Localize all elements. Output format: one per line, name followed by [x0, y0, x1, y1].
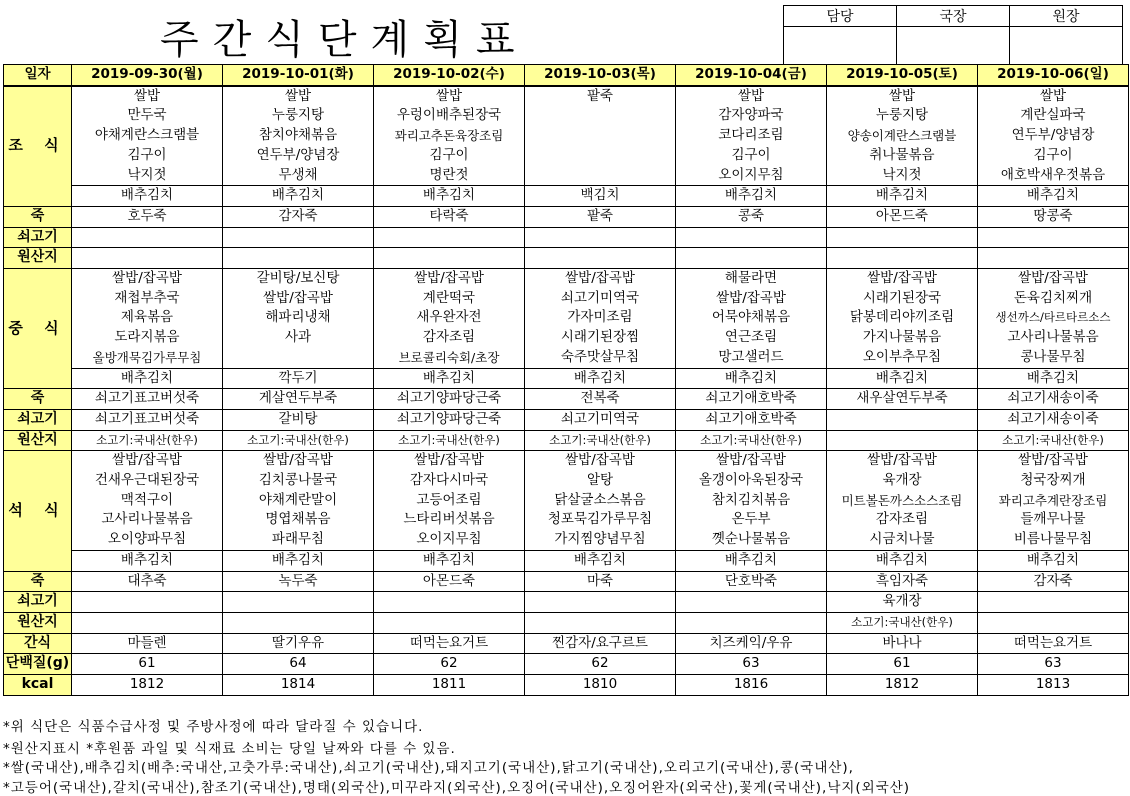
lunch-item: 재첩부추국 — [72, 289, 223, 309]
porridge-item: 녹두죽 — [223, 571, 374, 592]
lunch-item: 계란떡국 — [374, 289, 525, 309]
dinner-item: 육개장 — [827, 471, 978, 491]
beef-origin-cell — [525, 248, 676, 269]
lunch-item: 해파리냉채 — [223, 308, 374, 328]
beef-origin-cell — [223, 592, 374, 613]
dinner-item: 가지찜양념무침 — [525, 530, 676, 550]
dinner-item: 배추김치 — [827, 550, 978, 571]
note-line: *고등어(국내산),갈치(국내산),참조기(국내산),명태(외국산),미꾸라지(외국산),오징어(국내산),오징어완자(외국산),꽃게(국내산),낙지(외국산) — [3, 780, 911, 796]
beef-origin-cell — [978, 612, 1129, 633]
dinner-item: 쌀밥/잡곡밥 — [374, 451, 525, 471]
beef-origin-cell — [374, 248, 525, 269]
breakfast-item: 야채계란스크램블 — [72, 126, 223, 146]
protein-value: 61 — [827, 654, 978, 675]
beef-origin-cell — [978, 248, 1129, 269]
lunch-item: 도라지볶음 — [72, 328, 223, 348]
dinner-item: 오이지무침 — [374, 530, 525, 550]
approval-label-director: 국장 — [897, 6, 1010, 27]
breakfast-item: 취나물볶음 — [827, 146, 978, 166]
breakfast-item: 꽈리고추돈육장조림 — [374, 126, 525, 146]
dinner-item: 들깨무나물 — [978, 510, 1129, 530]
lunch-item: 배추김치 — [374, 368, 525, 389]
lunch-item: 쌀밥/잡곡밥 — [525, 269, 676, 289]
protein-value: 61 — [72, 654, 223, 675]
breakfast-item: 무생채 — [223, 166, 374, 186]
beef-origin-cell — [223, 612, 374, 633]
lunch-item: 돈육김치찌개 — [978, 289, 1129, 309]
porridge-item: 흑임자죽 — [827, 571, 978, 592]
breakfast-item: 누룽지탕 — [827, 106, 978, 126]
beef-origin-cell: 소고기:국내산(한우) — [374, 430, 525, 451]
breakfast-item: 오이지무침 — [676, 166, 827, 186]
breakfast-item: 연두부/양념장 — [978, 126, 1129, 146]
beef-origin-cell — [72, 612, 223, 633]
dinner-item: 명엽채볶음 — [223, 510, 374, 530]
beef-origin-cell: 갈비탕 — [223, 409, 374, 430]
beef-origin-cell: 쇠고기양파당근죽 — [374, 409, 525, 430]
protein-value: 62 — [525, 654, 676, 675]
approval-label-head: 원장 — [1010, 6, 1123, 27]
lunch-item: 쌀밥/잡곡밥 — [223, 289, 374, 309]
lunch-item: 시래기된장국 — [827, 289, 978, 309]
lunch-item: 올방개묵김가루무침 — [72, 348, 223, 368]
beef-origin-cell: 쇠고기새송이죽 — [978, 409, 1129, 430]
breakfast-item: 쌀밥 — [223, 86, 374, 107]
dinner-item: 쌀밥/잡곡밥 — [978, 451, 1129, 471]
snack-value: 떠먹는요거트 — [978, 633, 1129, 654]
date-header: 2019-10-03(목) — [525, 65, 676, 86]
kcal-value: 1814 — [223, 675, 374, 696]
protein-value: 62 — [374, 654, 525, 675]
porridge-item: 마죽 — [525, 571, 676, 592]
lunch-item: 배추김치 — [827, 368, 978, 389]
breakfast-item: 쌀밥 — [676, 86, 827, 107]
breakfast-item: 팥죽 — [525, 86, 676, 107]
dinner-item: 고등어조림 — [374, 491, 525, 511]
meal-label-breakfast: 조 식 — [4, 86, 72, 207]
lunch-item: 생선까스/타르타르소스 — [978, 308, 1129, 328]
breakfast-item: 우렁이배추된장국 — [374, 106, 525, 126]
beef-origin-cell: 쇠고기표고버섯죽 — [72, 409, 223, 430]
lunch-item: 연근조림 — [676, 328, 827, 348]
breakfast-item: 배추김치 — [223, 186, 374, 207]
beef-origin-cell: 소고기:국내산(한우) — [525, 430, 676, 451]
porridge-item: 전복죽 — [525, 389, 676, 410]
beef-origin-cell — [72, 592, 223, 613]
porridge-item: 쇠고기애호박죽 — [676, 389, 827, 410]
beef-origin-label: 원산지 — [4, 248, 72, 269]
lunch-item: 쇠고기미역국 — [525, 289, 676, 309]
beef-origin-cell: 쇠고기미역국 — [525, 409, 676, 430]
dinner-item: 쌀밥/잡곡밥 — [72, 451, 223, 471]
dinner-item: 쌀밥/잡곡밥 — [223, 451, 374, 471]
dinner-item: 쌀밥/잡곡밥 — [827, 451, 978, 471]
beef-origin-label: 원산지 — [4, 430, 72, 451]
dinner-item: 청국장찌개 — [978, 471, 1129, 491]
breakfast-item: 명란젓 — [374, 166, 525, 186]
lunch-item: 숙주맛살무침 — [525, 348, 676, 368]
beef-origin-cell — [374, 227, 525, 248]
beef-origin-cell — [72, 227, 223, 248]
beef-origin-cell: 소고기:국내산(한우) — [223, 430, 374, 451]
dinner-item: 꽈리고추계란장조림 — [978, 491, 1129, 511]
lunch-item: 가지나물볶음 — [827, 328, 978, 348]
breakfast-item: 김구이 — [676, 146, 827, 166]
lunch-item: 사과 — [223, 328, 374, 348]
breakfast-item: 만두국 — [72, 106, 223, 126]
snack-value: 딸기우유 — [223, 633, 374, 654]
snack-value: 떠먹는요거트 — [374, 633, 525, 654]
porridge-item: 감자죽 — [978, 571, 1129, 592]
breakfast-item — [525, 106, 676, 126]
dinner-item: 미트볼돈까스소스조림 — [827, 491, 978, 511]
dinner-item: 비름나물무침 — [978, 530, 1129, 550]
porridge-item: 감자죽 — [223, 206, 374, 227]
breakfast-item: 백김치 — [525, 186, 676, 207]
lunch-item: 새우완자전 — [374, 308, 525, 328]
lunch-item: 배추김치 — [72, 368, 223, 389]
lunch-item: 배추김치 — [676, 368, 827, 389]
beef-origin-cell — [978, 227, 1129, 248]
dinner-item: 배추김치 — [223, 550, 374, 571]
dinner-item: 오이양파무침 — [72, 530, 223, 550]
beef-origin-cell: 소고기:국내산(한우) — [978, 430, 1129, 451]
kcal-value: 1811 — [374, 675, 525, 696]
lunch-item: 가자미조림 — [525, 308, 676, 328]
breakfast-item: 누룽지탕 — [223, 106, 374, 126]
porridge-item: 아몬드죽 — [827, 206, 978, 227]
date-header: 2019-10-01(화) — [223, 65, 374, 86]
lunch-item: 쌀밥/잡곡밥 — [827, 269, 978, 289]
page-title: 주간식단계획표 — [160, 17, 529, 63]
protein-value: 63 — [676, 654, 827, 675]
breakfast-item: 참치야채볶음 — [223, 126, 374, 146]
approval-label-staff: 담당 — [784, 6, 897, 27]
note-line: *원산지표시 *후원품 과일 및 식재료 소비는 당일 날짜와 다를 수 있음. — [3, 741, 456, 757]
lunch-item: 오이부추무침 — [827, 348, 978, 368]
beef-origin-label: 쇠고기 — [4, 592, 72, 613]
approval-box — [783, 5, 1123, 66]
breakfast-item: 배추김치 — [827, 186, 978, 207]
dinner-item: 참치김치볶음 — [676, 491, 827, 511]
approval-sign-staff[interactable] — [784, 27, 897, 66]
beef-origin-cell — [72, 248, 223, 269]
breakfast-item: 김구이 — [978, 146, 1129, 166]
dinner-item: 쌀밥/잡곡밥 — [525, 451, 676, 471]
date-header: 2019-10-04(금) — [676, 65, 827, 86]
beef-origin-cell — [223, 248, 374, 269]
breakfast-item: 배추김치 — [676, 186, 827, 207]
porridge-label: 죽 — [4, 389, 72, 410]
lunch-item — [223, 348, 374, 368]
snack-value: 바나나 — [827, 633, 978, 654]
dinner-item: 꼣순나물볶음 — [676, 530, 827, 550]
breakfast-item: 김구이 — [72, 146, 223, 166]
porridge-label: 죽 — [4, 206, 72, 227]
dinner-item: 쌀밥/잡곡밥 — [676, 451, 827, 471]
breakfast-item — [525, 166, 676, 186]
porridge-item: 쇠고기새송이죽 — [978, 389, 1129, 410]
beef-origin-cell — [676, 227, 827, 248]
lunch-item: 제육볶음 — [72, 308, 223, 328]
lunch-item: 배추김치 — [525, 368, 676, 389]
beef-origin-cell — [978, 592, 1129, 613]
breakfast-item: 계란실파국 — [978, 106, 1129, 126]
note-line: *쌀(국내산),배추김치(배추:국내산,고춧가루:국내산),쇠고기(국내산),돼지고기(국내산),닭고기(국내산),오리고기(국내산),콩(국내산), — [3, 760, 854, 776]
breakfast-item: 쌀밥 — [72, 86, 223, 107]
beef-origin-label: 쇠고기 — [4, 409, 72, 430]
snack-value: 찐감자/요구르트 — [525, 633, 676, 654]
beef-origin-label: 쇠고기 — [4, 227, 72, 248]
beef-origin-cell — [827, 227, 978, 248]
porridge-item: 콩죽 — [676, 206, 827, 227]
dinner-item: 김치콩나물국 — [223, 471, 374, 491]
snack-value: 마들렌 — [72, 633, 223, 654]
porridge-item: 대추죽 — [72, 571, 223, 592]
porridge-item: 단호박죽 — [676, 571, 827, 592]
beef-origin-cell: 소고기:국내산(한우) — [72, 430, 223, 451]
dinner-item: 올갱이아욱된장국 — [676, 471, 827, 491]
breakfast-item: 코다리조림 — [676, 126, 827, 146]
breakfast-item: 낙지젓 — [72, 166, 223, 186]
beef-origin-cell — [223, 227, 374, 248]
kcal-value: 1812 — [72, 675, 223, 696]
approval-sign-head[interactable] — [1010, 27, 1123, 66]
beef-origin-cell — [525, 612, 676, 633]
breakfast-item — [525, 126, 676, 146]
lunch-item: 배추김치 — [978, 368, 1129, 389]
beef-origin-cell: 육개장 — [827, 592, 978, 613]
breakfast-item: 양송이계란스크램블 — [827, 126, 978, 146]
date-header: 2019-10-05(토) — [827, 65, 978, 86]
lunch-item: 감자조림 — [374, 328, 525, 348]
lunch-item: 콩나물무침 — [978, 348, 1129, 368]
beef-origin-cell — [676, 612, 827, 633]
lunch-item: 어묵야채볶음 — [676, 308, 827, 328]
breakfast-item: 쌀밥 — [978, 86, 1129, 107]
breakfast-item: 애호박새우젓볶음 — [978, 166, 1129, 186]
breakfast-item: 쌀밥 — [374, 86, 525, 107]
lunch-item: 갈비탕/보신탕 — [223, 269, 374, 289]
beef-origin-label: 원산지 — [4, 612, 72, 633]
porridge-item: 새우살연두부죽 — [827, 389, 978, 410]
porridge-item: 아몬드죽 — [374, 571, 525, 592]
beef-origin-cell — [525, 227, 676, 248]
dinner-item: 파래무침 — [223, 530, 374, 550]
dinner-item: 맥적구이 — [72, 491, 223, 511]
dinner-item: 감자다시마국 — [374, 471, 525, 491]
breakfast-item: 감자양파국 — [676, 106, 827, 126]
dinner-item: 배추김치 — [676, 550, 827, 571]
lunch-item: 닭봉데리야끼조림 — [827, 308, 978, 328]
snack-label: 간식 — [4, 633, 72, 654]
porridge-item: 쇠고기표고버섯죽 — [72, 389, 223, 410]
date-header: 2019-09-30(월) — [72, 65, 223, 86]
dinner-item: 배추김치 — [525, 550, 676, 571]
meal-label-dinner: 석 식 — [4, 451, 72, 571]
dinner-item: 배추김치 — [978, 550, 1129, 571]
kcal-value: 1813 — [978, 675, 1129, 696]
beef-origin-cell — [676, 248, 827, 269]
beef-origin-cell: 쇠고기애호박죽 — [676, 409, 827, 430]
dinner-item: 시금치나물 — [827, 530, 978, 550]
porridge-item: 게살연두부죽 — [223, 389, 374, 410]
dinner-item: 닭살굴소스볶음 — [525, 491, 676, 511]
beef-origin-cell — [827, 409, 978, 430]
breakfast-item — [525, 146, 676, 166]
lunch-item: 브로콜리숙회/초장 — [374, 348, 525, 368]
beef-origin-cell — [827, 430, 978, 451]
beef-origin-cell — [374, 612, 525, 633]
dinner-item: 배추김치 — [72, 550, 223, 571]
snack-value: 치즈케익/우유 — [676, 633, 827, 654]
date-header: 2019-10-02(수) — [374, 65, 525, 86]
lunch-item: 고사리나물볶음 — [978, 328, 1129, 348]
kcal-value: 1810 — [525, 675, 676, 696]
breakfast-item: 연두부/양념장 — [223, 146, 374, 166]
lunch-item: 망고샐러드 — [676, 348, 827, 368]
beef-origin-cell — [827, 248, 978, 269]
lunch-item: 쌀밥/잡곡밥 — [978, 269, 1129, 289]
meal-label-lunch: 중 식 — [4, 269, 72, 389]
dinner-item: 건새우근대된장국 — [72, 471, 223, 491]
meal-plan-table — [3, 64, 1129, 696]
protein-label: 단백질(g) — [4, 654, 72, 675]
beef-origin-cell: 소고기:국내산(한우) — [827, 612, 978, 633]
dinner-item: 배추김치 — [374, 550, 525, 571]
kcal-value: 1812 — [827, 675, 978, 696]
dinner-item: 감자조림 — [827, 510, 978, 530]
lunch-item: 해물라면 — [676, 269, 827, 289]
porridge-item: 타락죽 — [374, 206, 525, 227]
porridge-item: 쇠고기양파당근죽 — [374, 389, 525, 410]
breakfast-item: 배추김치 — [978, 186, 1129, 207]
dinner-item: 고사리나물볶음 — [72, 510, 223, 530]
beef-origin-cell — [374, 592, 525, 613]
kcal-value: 1816 — [676, 675, 827, 696]
dinner-item: 알탕 — [525, 471, 676, 491]
beef-origin-cell — [525, 592, 676, 613]
lunch-item: 쌀밥/잡곡밥 — [374, 269, 525, 289]
lunch-item: 시래기된장찜 — [525, 328, 676, 348]
kcal-label: kcal — [4, 675, 72, 696]
approval-sign-director[interactable] — [897, 27, 1010, 66]
breakfast-item: 낙지젓 — [827, 166, 978, 186]
breakfast-item: 배추김치 — [374, 186, 525, 207]
lunch-item: 쌀밥/잡곡밥 — [676, 289, 827, 309]
protein-value: 63 — [978, 654, 1129, 675]
date-header: 2019-10-06(일) — [978, 65, 1129, 86]
beef-origin-cell — [676, 592, 827, 613]
porridge-item: 호두죽 — [72, 206, 223, 227]
dinner-item: 느타리버섯볶음 — [374, 510, 525, 530]
beef-origin-cell: 소고기:국내산(한우) — [676, 430, 827, 451]
protein-value: 64 — [223, 654, 374, 675]
breakfast-item: 김구이 — [374, 146, 525, 166]
dinner-item: 야채계란말이 — [223, 491, 374, 511]
breakfast-item: 배추김치 — [72, 186, 223, 207]
note-line: *위 식단은 식품수급사정 및 주방사정에 따라 달라질 수 있습니다. — [3, 719, 424, 735]
porridge-item: 팥죽 — [525, 206, 676, 227]
dinner-item: 청포묵김가루무침 — [525, 510, 676, 530]
header-label: 일자 — [4, 65, 72, 86]
porridge-label: 죽 — [4, 571, 72, 592]
breakfast-item: 쌀밥 — [827, 86, 978, 107]
porridge-item: 땅콩죽 — [978, 206, 1129, 227]
lunch-item: 쌀밥/잡곡밥 — [72, 269, 223, 289]
dinner-item: 온두부 — [676, 510, 827, 530]
lunch-item: 깍두기 — [223, 368, 374, 389]
